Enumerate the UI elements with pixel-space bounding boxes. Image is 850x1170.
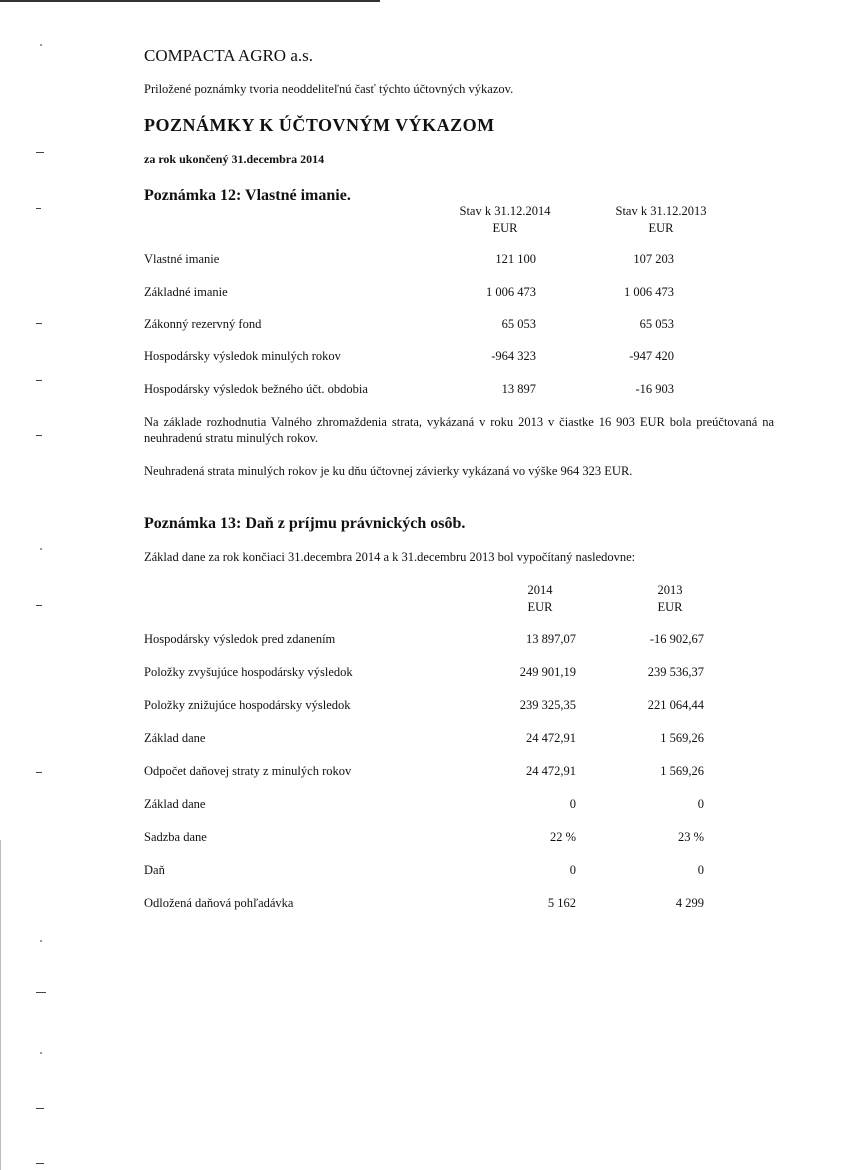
column-unit: EUR (492, 221, 518, 235)
table-cell-2013: 0 (697, 863, 704, 877)
table-row-label: Základ dane (144, 731, 206, 745)
table-cell-2014: 0 (569, 797, 576, 811)
table-cell-2013: 4 299 (675, 896, 704, 910)
table-cell-2014: 1 006 473 (486, 285, 536, 299)
table-cell-2013: -16 902,67 (649, 632, 704, 646)
scan-dot (40, 940, 42, 942)
scan-top-line (0, 0, 380, 2)
note12-col-2014-header (440, 203, 570, 237)
column-unit: EUR (527, 600, 553, 614)
column-label: 2014 (527, 583, 553, 597)
table-cell-2014: -964 323 (491, 349, 536, 363)
table-cell-2014: 0 (569, 863, 576, 877)
scan-mark (36, 1108, 44, 1109)
scan-dot (40, 1052, 42, 1054)
table-cell-2013: 0 (697, 797, 704, 811)
scan-mark (36, 435, 42, 436)
table-row-label: Odložená daňová pohľadávka (144, 896, 294, 910)
document-title: POZNÁMKY K ÚČTOVNÝM VÝKAZOM (144, 115, 495, 135)
table-cell-2014: 22 % (549, 830, 576, 844)
table-cell-2013: 65 053 (639, 317, 674, 331)
table-cell-2013: -947 420 (629, 349, 674, 363)
column-label: 2013 (657, 583, 683, 597)
table-cell-2014: 65 053 (501, 317, 536, 331)
scan-mark (36, 380, 42, 381)
table-cell-2014: 5 162 (547, 896, 576, 910)
table-cell-2014: 24 472,91 (526, 731, 576, 745)
table-row-label: Položky znižujúce hospodársky výsledok (144, 698, 351, 712)
scan-dot (40, 548, 42, 550)
note12-col-2013-header (596, 203, 726, 237)
scan-mark (36, 992, 46, 993)
table-row-label: Zákonný rezervný fond (144, 317, 262, 331)
table-row-label: Hospodársky výsledok pred zdanením (144, 632, 336, 646)
scan-mark (36, 772, 42, 773)
table-cell-2013: -16 903 (635, 382, 674, 396)
note13-intro: Základ dane za rok končiaci 31.decembra 2014 a k 31.decembru 2013 bol vypočítaný nasledovne: (144, 550, 636, 564)
table-cell-2014: 249 901,19 (519, 665, 576, 679)
document-subtitle: za rok ukončený 31.decembra 2014 (144, 152, 325, 166)
table-row-label: Základné imanie (144, 285, 228, 299)
table-row-label: Sadzba dane (144, 830, 207, 844)
scan-mark (36, 323, 42, 324)
table-cell-2014: 13 897,07 (526, 632, 576, 646)
scan-mark (36, 1163, 44, 1164)
note13-col-2013-header (630, 582, 710, 616)
scan-edge-line (0, 840, 1, 1170)
table-cell-2013: 1 569,26 (660, 764, 704, 778)
table-cell-2013: 1 569,26 (660, 731, 704, 745)
column-label: Stav k 31.12.2013 (615, 204, 707, 218)
column-unit: EUR (648, 221, 674, 235)
table-cell-2014: 24 472,91 (526, 764, 576, 778)
table-cell-2013: 221 064,44 (647, 698, 704, 712)
table-cell-2013: 1 006 473 (624, 285, 674, 299)
table-row-label: Vlastné imanie (144, 252, 220, 266)
scan-mark (36, 152, 44, 153)
table-row-label: Hospodársky výsledok minulých rokov (144, 349, 341, 363)
table-cell-2014: 121 100 (495, 252, 536, 266)
table-cell-2014: 13 897 (501, 382, 536, 396)
table-row-label: Daň (144, 863, 165, 877)
intro-text: Priložené poznámky tvoria neoddeliteľnú časť týchto účtovných výkazov. (144, 82, 514, 96)
note13-col-2014-header (500, 582, 580, 616)
table-row-label: Odpočet daňovej straty z minulých rokov (144, 764, 352, 778)
scan-mark (36, 208, 41, 209)
note12-heading: Poznámka 12: Vlastné imanie. (144, 187, 351, 204)
note12-paragraph-2: Neuhradená strata minulých rokov je ku dňu účtovnej závierky vykázaná vo výške 964 323 EUR. (144, 464, 633, 478)
table-cell-2014: 239 325,35 (519, 698, 576, 712)
table-cell-2013: 107 203 (633, 252, 674, 266)
table-cell-2013: 23 % (677, 830, 704, 844)
table-row-label: Hospodársky výsledok bežného účt. obdobia (144, 382, 368, 396)
note12-paragraph-1: Na základe rozhodnutia Valného zhromaždenia strata, vykázaná v roku 2013 v čiastke 16 903 EUR bola preúčtovaná na neuhradenú stratu minulých rokov. (144, 415, 774, 445)
column-label: Stav k 31.12.2014 (459, 204, 551, 218)
company-name: COMPACTA AGRO a.s. (144, 46, 313, 65)
table-row-label: Základ dane (144, 797, 206, 811)
note13-heading: Poznámka 13: Daň z príjmu právnických osôb. (144, 515, 466, 532)
table-cell-2013: 239 536,37 (647, 665, 704, 679)
table-row-label: Položky zvyšujúce hospodársky výsledok (144, 665, 353, 679)
scan-mark (36, 605, 42, 606)
column-unit: EUR (657, 600, 683, 614)
scan-dot (40, 44, 42, 46)
